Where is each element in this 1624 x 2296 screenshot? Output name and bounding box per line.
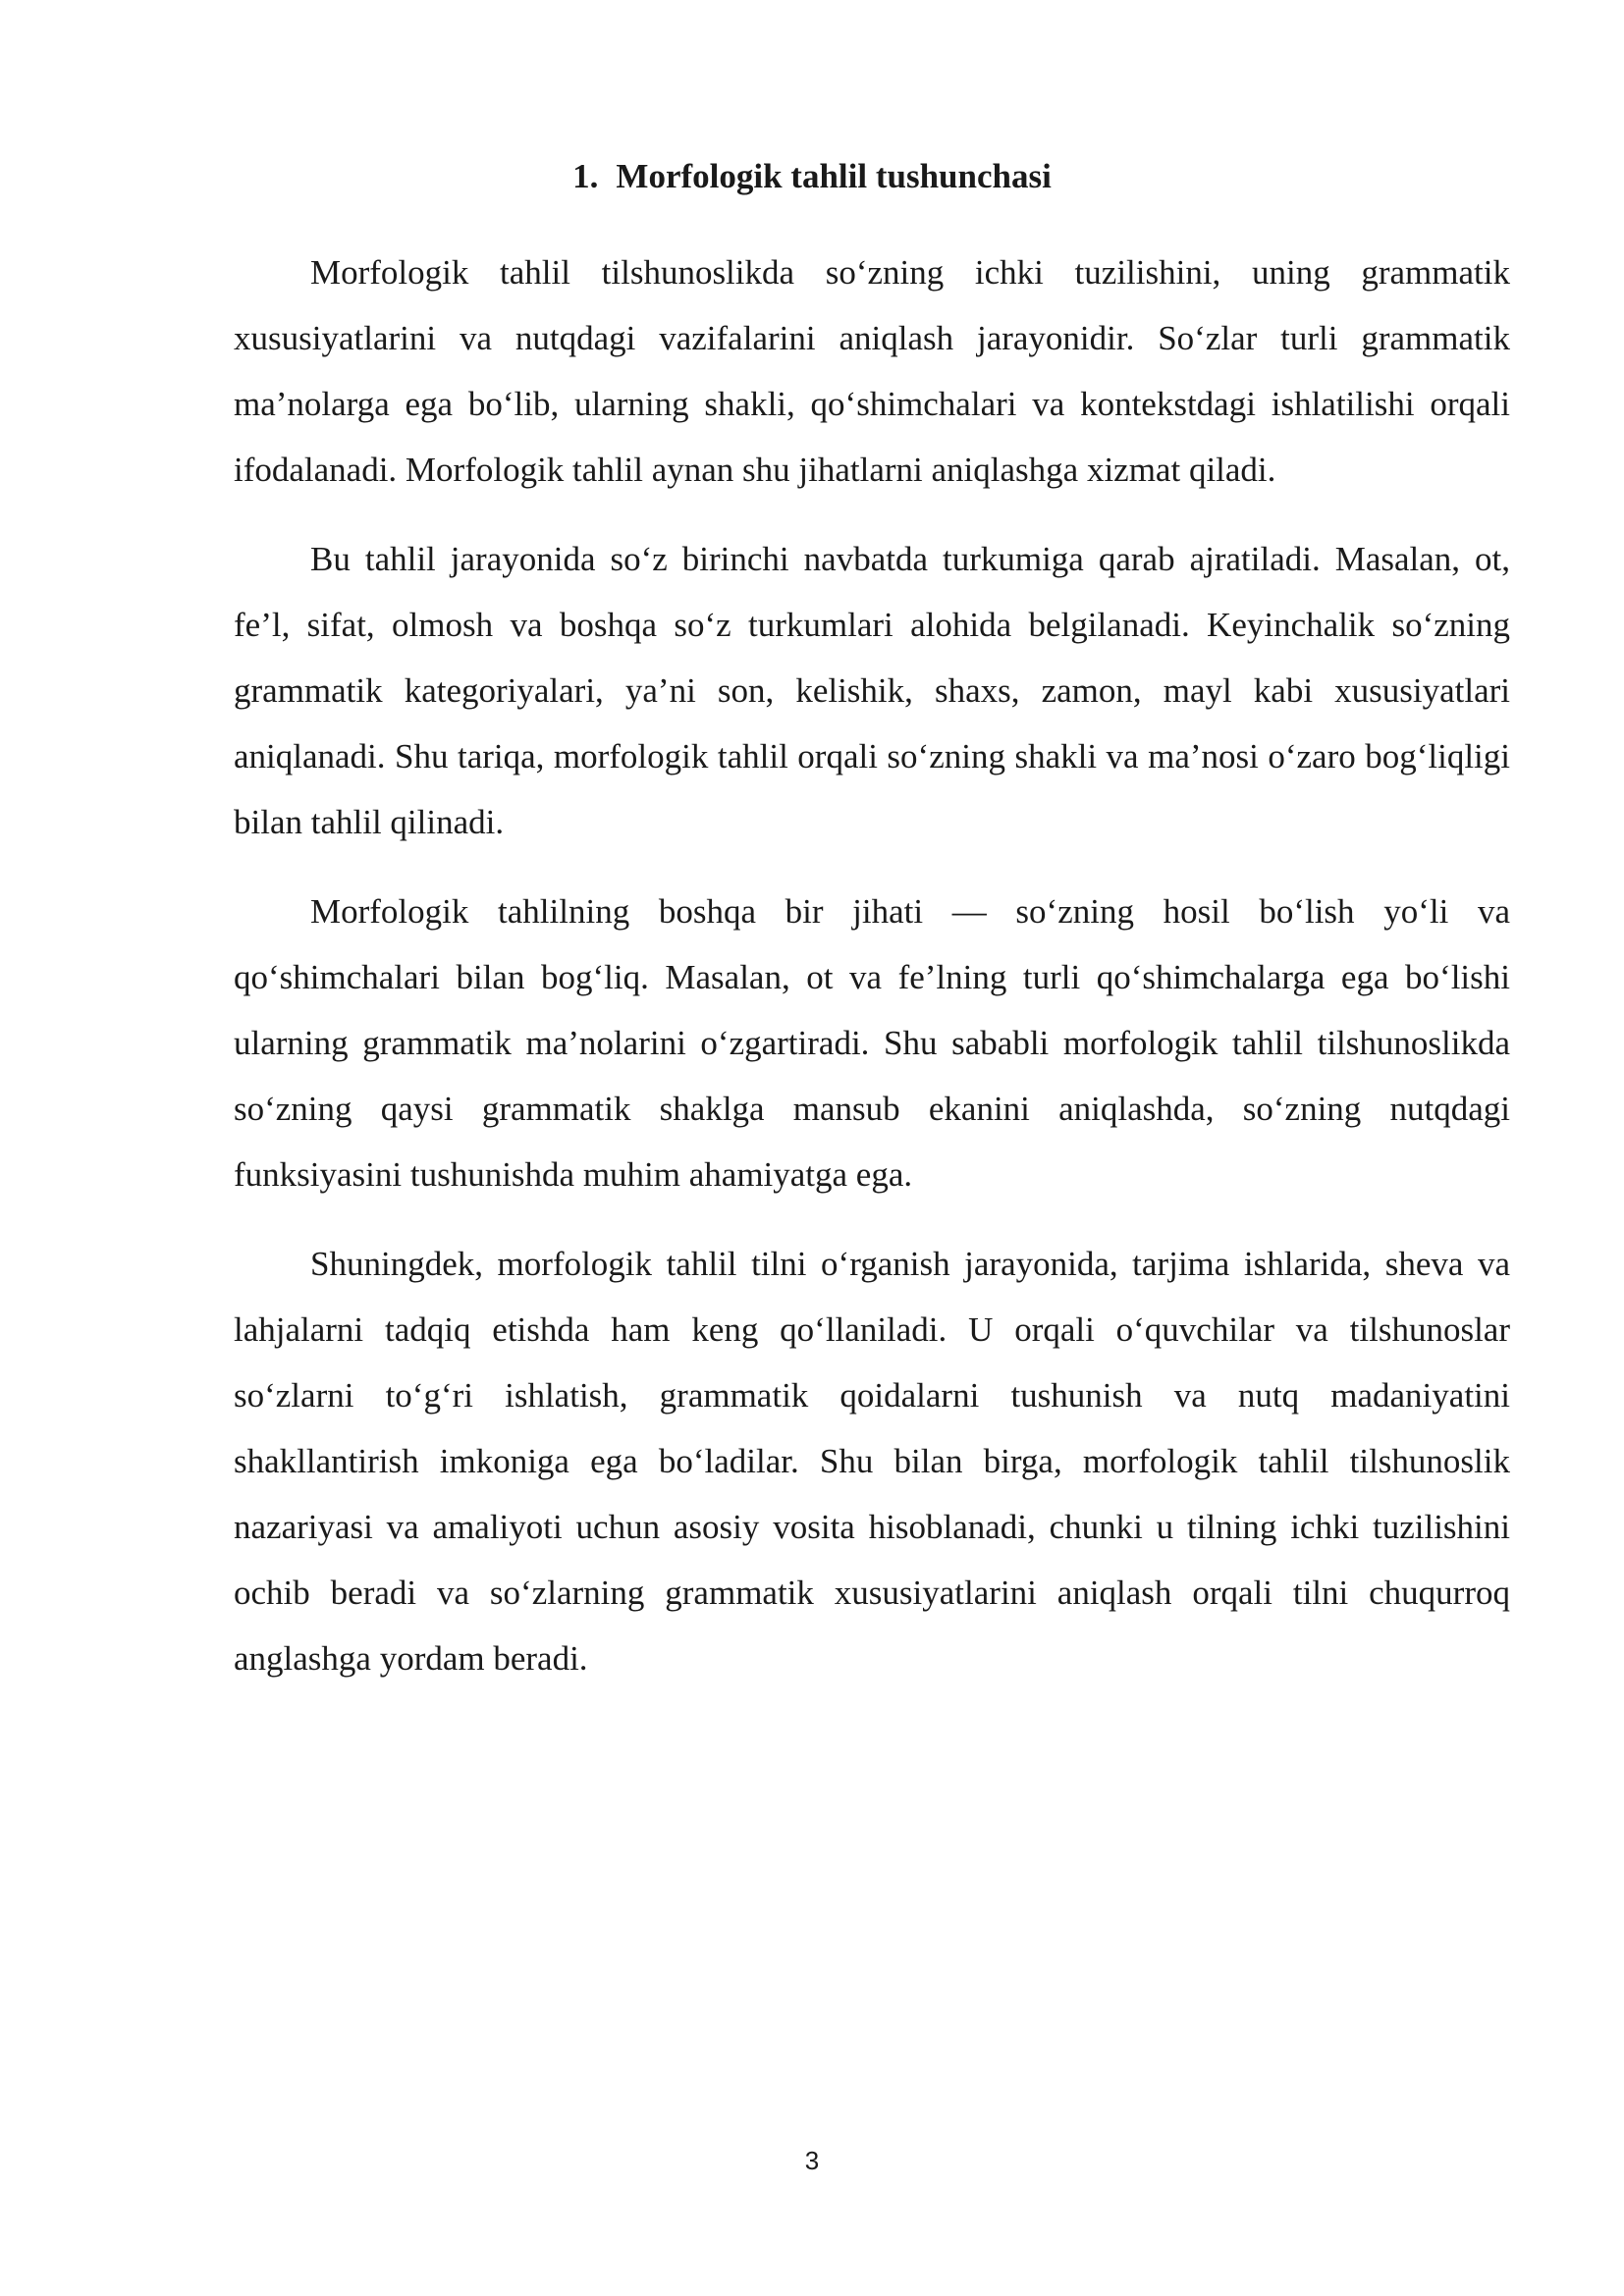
paragraph-2: Bu tahlil jarayonida so‘z birinchi navbatda turkumiga qarab ajratiladi. Masalan, ot, fe’l, sifat, olmosh va boshqa so‘z turkumlari alohida belgilanadi. Keyinchalik so‘zning grammatik kategoriyalari, ya’ni son, kelishik, shaxs, zamon, mayl kabi xususiyatlari aniqlanadi. Shu tariqa, morfologik tahlil orqali so‘zning shakli va ma’nosi o‘zaro bog‘liqligi bilan tahlil qilinadi. [234,540,1510,841]
section-heading [0,153,1624,200]
paragraph-1: Morfologik tahlil tilshunoslikda so‘zning ichki tuzilishini, uning grammatik xususiyatlarini va nutqdagi vazifalarini aniqlash jarayonidir. So‘zlar turli grammatik ma’nolarga ega bo‘lib, ularning shakli, qo‘shimchalari va kontekstdagi ishlatilishi orqali ifodalanadi. Morfologik tahlil aynan shu jihatlarni aniqlashga xizmat qiladi. [234,253,1510,489]
page-number: 3 [804,2146,820,2175]
section-title: Morfologik tahlil tushunchasi [616,157,1052,195]
section-number: 1. [572,157,599,195]
body-text [234,240,1510,1715]
paragraph-3: Morfologik tahlilning boshqa bir jihati — so‘zning hosil bo‘lish yo‘li va qo‘shimchalari bilan bog‘liq. Masalan, ot va fe’lning turli qo‘shimchalarga ega bo‘lishi ularning grammatik ma’nolarini o‘zgartiradi. Shu sababli morfologik tahlil tilshunoslikda so‘zning qaysi grammatik shaklga mansub ekanini aniqlashda, so‘zning nutqdagi funksiyasini tushunishda muhim ahamiyatga ega. [234,892,1510,1194]
paragraph-4: Shuningdek, morfologik tahlil tilni o‘rganish jarayonida, tarjima ishlarida, sheva va lahjalarni tadqiq etishda ham keng qo‘llaniladi. U orqali o‘quvchilar va tilshunoslar so‘zlarni to‘g‘ri ishlatish, grammatik qoidalarni tushunish va nutq madaniyatini shakllantirish imkoniga ega bo‘ladilar. Shu bilan birga, morfologik tahlil tilshunoslik nazariyasi va amaliyoti uchun asosiy vosita hisoblanadi, chunki u tilning ichki tuzilishini ochib beradi va so‘zlarning grammatik xususiyatlarini aniqlash orqali tilni chuqurroq anglashga yordam beradi. [234,1245,1510,1678]
